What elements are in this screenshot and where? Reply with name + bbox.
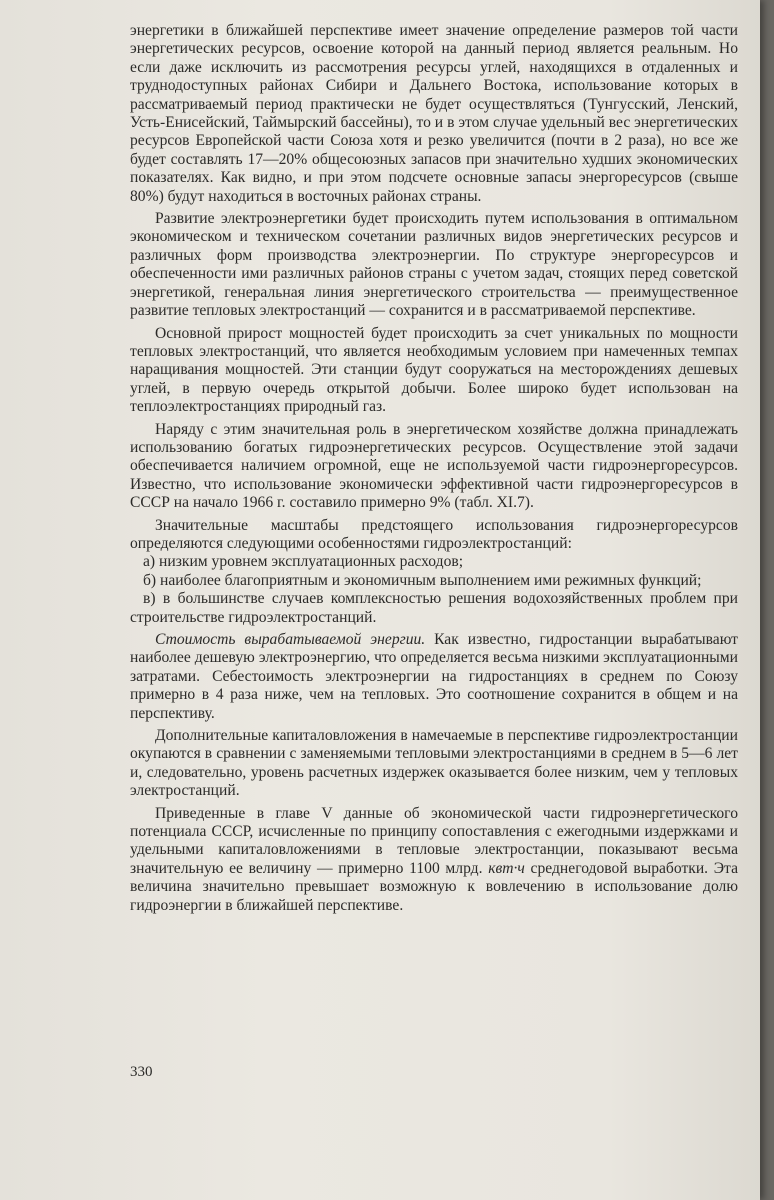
paragraph-text: среднегодовой выработки. Эта величина значительно превышает возможную к вовлечению в использование долю гидроэнергии в ближайшей перспективе. [130, 859, 738, 914]
paragraph: Значительные масштабы предстоящего использования гидроэнергоресурсов определяются следующими особенностями гидроэлектростанций: [130, 516, 738, 552]
paragraph: Развитие электроэнергетики будет происходить путем использования в оптимальном экономическом и техническом сочетании различных видов энергетических ресурсов и различных форм производства электроэнергии. По структуре энергоресурсов и обеспеченности ими различных районов страны с учетом задач, стоящих перед советской энергетикой, генеральная линия энергетического строительства — преимущественное развитие тепловых электростанций — сохранится и в рассматриваемой перспективе. [130, 210, 738, 320]
paragraph-text: Как известно, гидростанции вырабатывают наиболее дешевую электроэнергию, что определяется весьма низкими эксплуатационными затратами. Себестоимость электроэнергии на гидростанциях в среднем по Союзу примерно в 4 раза ниже, чем на тепловых. Это соотношение сохранится в общем и на перспективу. [130, 631, 738, 722]
italic-heading: Стоимость вырабатываемой энергии. [155, 631, 426, 648]
paragraph: Дополнительные капиталовложения в намечаемые в перспективе гидроэлектростанции окупаются в сравнении с заменяемыми тепловыми электростанциями в среднем в 5—6 лет и, следовательно, уровень расчетных издержек оказывается более низким, чем у тепловых электростанций. [130, 727, 738, 800]
paragraph: энергетики в ближайшей перспективе имеет значение определение размеров той части энергетических ресурсов, освоение которой на данный период является реальным. Но если даже исключить из рассмотрения ресурсы углей, находящихся в отдаленных и труднодоступных районах Сибири и Дальнего Востока, использование которых в рассматриваемый период практически не будет осуществляться (Тунгусский, Ленский, Усть-Енисейский, Таймырский бассейны), то и в этом случае удельный вес энергетических ресурсов Европейской части Союза хотя и резко увеличится (почти в 2 раза), но все же будет составлять 17—20% общесоюзных запасов при значительно худших экономических показателях. Как видно, и при этом подсчете основные запасы энергоресурсов (свыше 80%) будут находиться в восточных районах страны. [130, 22, 738, 205]
list-item: в) в большинстве случаев комплексностью решения водохозяйственных проблем при строительстве гидроэлектростанций. [130, 590, 738, 626]
paragraph: Наряду с этим значительная роль в энергетическом хозяйстве должна принадлежать использованию богатых гидроэнергетических ресурсов. Осуществление этой задачи обеспечивается наличием огромной, еще не используемой части гидроэнергоресурсов. Известно, что использование экономически эффективной части гидроэнергоресурсов в СССР на начало 1966 г. составило примерно 9% (табл. XI.7). [130, 420, 738, 512]
list-item: б) наиболее благоприятным и экономичным выполнением ими режимных функций; [143, 571, 702, 589]
body-text [130, 22, 738, 915]
paragraph-text: Приведенные в главе V данные об экономической части гидроэнергетического потенциала СССР, исчисленные по принципу сопоставления с ежегодными издержками и удельными капиталовложениями в тепловые электростанции, показывают весьма значительную ее величину — примерно 1100 млрд. [130, 804, 738, 877]
paragraph: Основной прирост мощностей будет происходить за счет уникальных по мощности тепловых электростанций, что является необходимым условием при намеченных темпах наращивания мощностей. Эти станции будут сооружаться на месторождениях дешевых углей, в первую очередь открытой добычи. Более широко будет использован на теплоэлектростанциях природный газ. [130, 324, 738, 416]
paragraph [130, 805, 738, 915]
unit-text: квт·ч [488, 859, 525, 877]
list-item: а) низким уровнем эксплуатационных расходов; [143, 553, 464, 571]
page-number: 330 [130, 1064, 153, 1080]
paragraph [130, 631, 738, 723]
